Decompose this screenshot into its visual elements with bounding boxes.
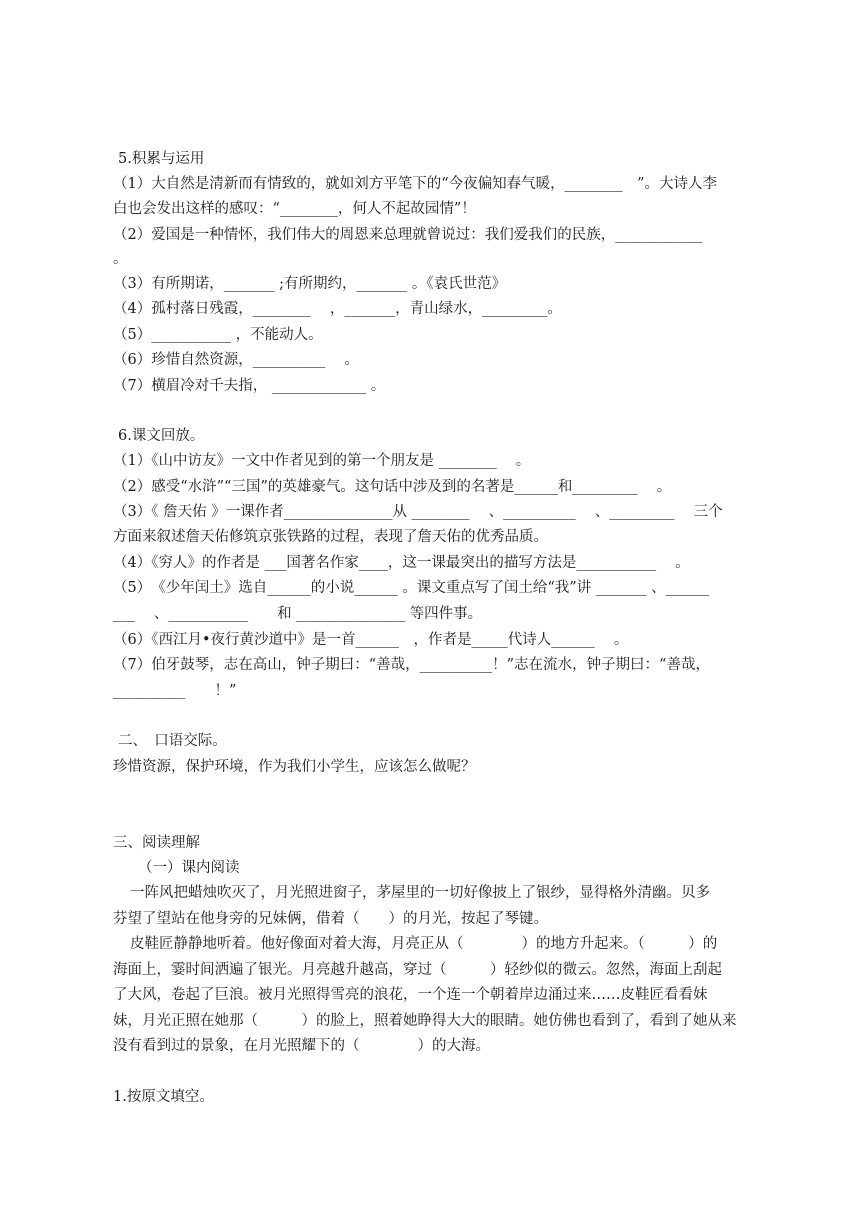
- s5-q2-line1: （2）爱国是一种情怀，我们伟大的周恩来总理就曾说过：我们爱我们的民族，____________: [113, 227, 703, 243]
- s6-q7-line2: __________ ！”: [113, 683, 237, 699]
- s6-q2: （2）感受“水浒”“三国”的英雄豪气。这句话中涉及到的名著是______和_________ 。: [113, 479, 672, 495]
- s6-q7-line1: （7）伯牙鼓琴，志在高山，钟子期曰：“善哉，__________！”志在流水，钟子期曰：“善哉，: [113, 657, 710, 673]
- passage-line-2: 芬望了望站在他身旁的兄妹俩，借着（ ）的月光，按起了琴键。: [113, 911, 548, 927]
- passage-line-6: 妹，月光正照在她那（ ）的脸上，照着她睁得大大的眼睛。她仿佛也看到了，看到了她从来: [113, 1013, 737, 1029]
- passage-line-7: 没有看到过的景象，在月光照耀下的（ ）的大海。: [113, 1038, 490, 1054]
- s6-q4: （4）《穷人》的作者是 ___国著名作家____，这一课最突出的描写方法是___________ 。: [113, 555, 690, 571]
- reading-question-1: 1.按原文填空。: [113, 1089, 214, 1105]
- s6-q5-line2: ___ 、___________ 和 _______________ 等四件事。: [113, 606, 483, 622]
- s5-q7: （7）横眉冷对千夫指， _____________ 。: [113, 378, 386, 394]
- s6-q1: （1）《山中访友》一文中作者见到的第一个朋友是 ________ 。: [113, 453, 531, 469]
- s5-q1-line1: （1）大自然是清新而有情致的，就如刘方平笔下的“今夜偏知春气暖，________ ”。大诗人李: [113, 176, 718, 192]
- s6-q3-line2: 方面来叙述詹天佑修筑京张铁路的过程，表现了詹天佑的优秀品质。: [113, 529, 548, 545]
- passage-line-3: 皮鞋匠静静地听着。他好像面对着大海，月亮正从（ ）的地方升起来。（ ）的: [130, 936, 718, 952]
- passage-line-5: 了大风，卷起了巨浪。被月光照得雪亮的浪花，一个连一个朝着岸边涌过来……皮鞋匠看看妹: [113, 987, 708, 1003]
- section-oral-title: 二、 口语交际。: [118, 733, 227, 749]
- s6-q6: （6）《西江月•夜行黄沙道中》是一首______ ，作者是_____代诗人______ 。: [113, 632, 629, 648]
- s5-q2-line2: 。: [113, 251, 128, 267]
- oral-question: 珍惜资源，保护环境，作为我们小学生，应该怎么做呢？: [113, 759, 476, 775]
- s5-q5: （5）___________ ，不能动人。: [113, 327, 323, 343]
- section-5-title: 5.积累与运用: [118, 151, 205, 167]
- reading-subtitle: （一）课内阅读: [138, 860, 240, 876]
- s5-q3: （3）有所期诺，_______ ;有所期约，_______ 。《袁氏世范》: [113, 276, 507, 292]
- section-reading-title: 三、阅读理解: [113, 835, 200, 851]
- section-6-title: 6.课文回放。: [118, 428, 205, 444]
- passage-line-4: 海面上，霎时间洒遍了银光。月亮越升越高，穿过（ ）轻纱似的微云。忽然，海面上刮起: [113, 962, 722, 978]
- s5-q4: （4）孤村落日残霞，________ ，_______，青山绿水，_________。: [113, 301, 562, 317]
- s6-q3-line1: （3）《 詹天佑 》一课作者_______________从 ________ 、__________ 、_________ 三个: [113, 504, 723, 520]
- s6-q5-line1: （5） 《少年闰土》选自______的小说______ 。课文重点写了闰土给“我”讲 _______ 、______: [113, 580, 710, 596]
- s5-q1-line2: 白也会发出这样的感叹：“________，何人不起故园情”！: [113, 201, 476, 217]
- passage-line-1: 一阵风把蜡烛吹灭了，月光照进窗子，茅屋里的一切好像披上了银纱，显得格外清幽。贝多: [130, 885, 710, 901]
- s5-q6: （6）珍惜自然资源，__________ 。: [113, 352, 359, 368]
